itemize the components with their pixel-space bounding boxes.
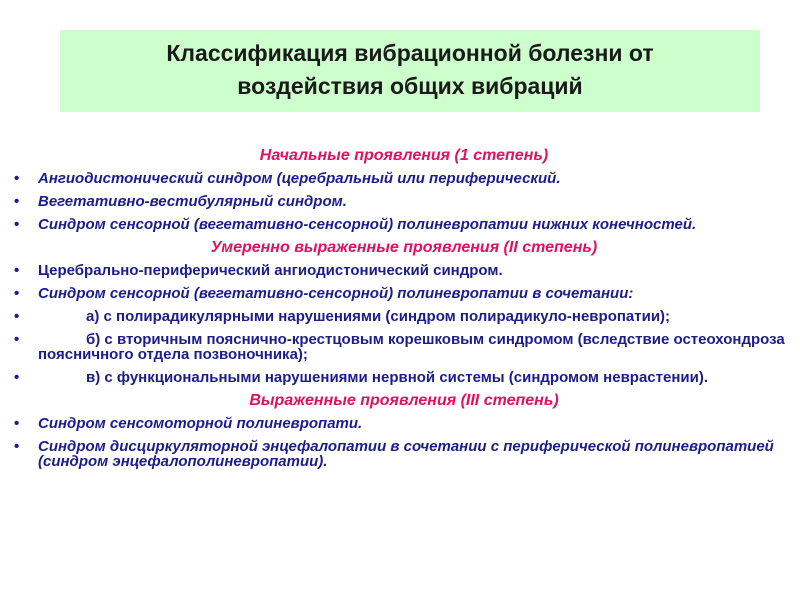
list-item: [14, 370, 794, 385]
section-heading-3: Выраженные проявления (III степень): [249, 392, 559, 409]
list-item: [14, 286, 794, 301]
section-heading-1: Начальные проявления (1 степень): [259, 147, 549, 164]
bullet-icon: •: [14, 331, 20, 348]
bullet-icon: •: [14, 438, 20, 455]
list-item: [14, 263, 794, 278]
bullet-icon: •: [14, 216, 20, 233]
bullet-icon: •: [14, 262, 20, 279]
bullet-icon: •: [14, 369, 20, 386]
list-item-text: б) с вторичным пояснично-крестцовым корешковым синдромом (вследствие остеохондроза поясничного отдела позвоночника);: [38, 331, 785, 363]
list-item: [14, 439, 794, 469]
list-item: [14, 332, 794, 362]
list-item-text: Вегетативно-вестибулярный синдром.: [38, 193, 347, 210]
list-item: [14, 416, 794, 431]
title-box: [60, 30, 760, 112]
list-item-text: Ангиодистонический синдром (церебральный или периферический.: [38, 170, 561, 187]
list-item: [14, 194, 794, 209]
list-item-text: Синдром дисциркуляторной энцефалопатии в сочетании с периферической полиневропатией (синдром энцефалополиневропатии).: [38, 438, 774, 470]
list-item: [14, 309, 794, 324]
slide-content: [14, 148, 794, 477]
list-item-text: в) с функциональными нарушениями нервной системы (синдромом неврастении).: [86, 369, 709, 386]
bullet-icon: •: [14, 193, 20, 210]
list-item-text: Синдром сенсорной (вегетативно-сенсорной) полиневропатии нижних конечностей.: [38, 216, 697, 233]
list-item-text: Церебрально-периферический ангиодистонический синдром.: [38, 262, 503, 279]
section-heading-2: Умеренно выраженные проявления (II степень): [210, 239, 598, 256]
list-item-text: Синдром сенсомоторной полиневропати.: [38, 415, 363, 432]
list-item-text: а) с полирадикулярными нарушениями (синдром полирадикуло-невропатии);: [86, 308, 671, 325]
bullet-icon: •: [14, 285, 20, 302]
slide-title-line-2: воздействия общих вибраций: [237, 73, 583, 99]
bullet-icon: •: [14, 415, 20, 432]
list-item: [14, 217, 794, 232]
bullet-icon: •: [14, 170, 20, 187]
bullet-icon: •: [14, 308, 20, 325]
slide-title-line-1: Классификация вибрационной болезни от: [166, 40, 654, 66]
list-item-text: Синдром сенсорной (вегетативно-сенсорной) полиневропатии в сочетании:: [38, 285, 634, 302]
list-item: [14, 171, 794, 186]
